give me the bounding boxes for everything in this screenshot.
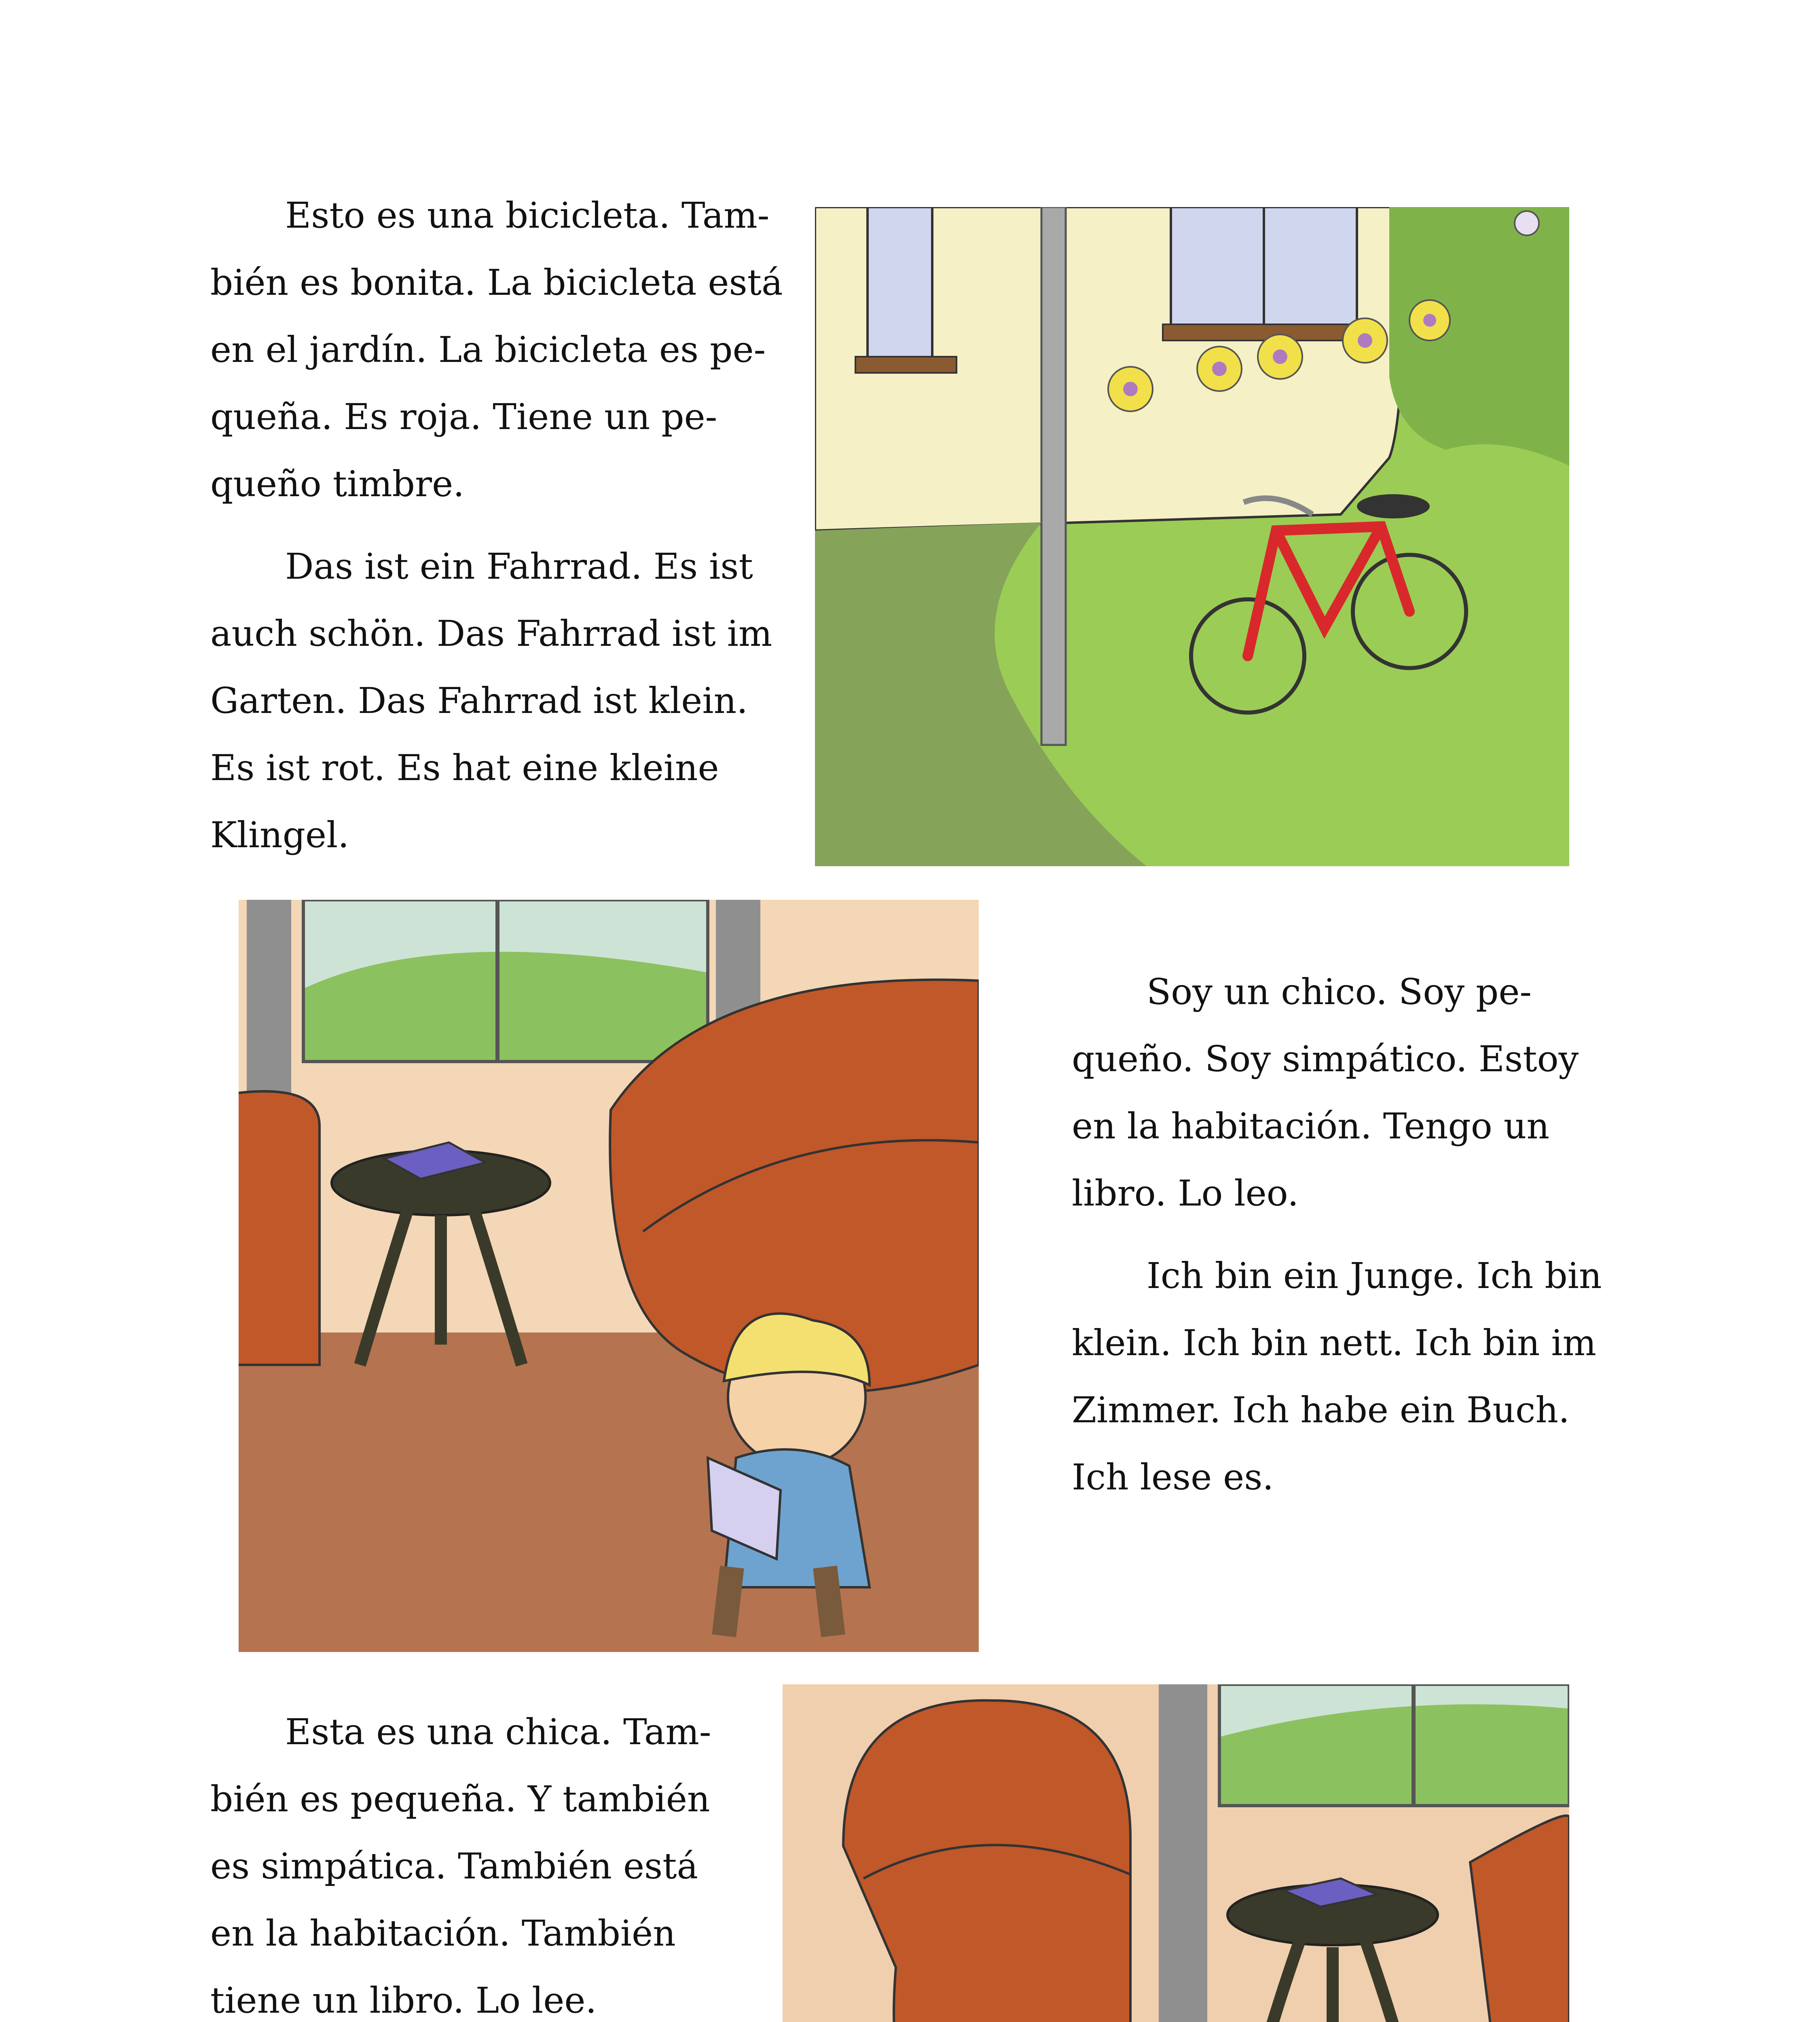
text-line: en la habitación. También: [210, 1912, 676, 1954]
bicycle-garden-illustration: [815, 207, 1569, 866]
text-line: auch schön. Das Fahrrad ist im: [210, 613, 772, 654]
text-line: en el jardín. La bicicleta es pe-: [210, 329, 766, 370]
paragraph-german: [1072, 1242, 1602, 1511]
text-line: libro. Lo leo.: [1072, 1172, 1299, 1214]
text-block-bicycle: [210, 182, 783, 884]
boy-reading-illustration: [239, 900, 979, 1652]
text-line: Das ist ein Fahrrad. Es ist: [285, 546, 753, 587]
text-line: Soy un chico. Soy pe-: [1147, 971, 1532, 1013]
girl-reading-illustration: [783, 1684, 1569, 2022]
text-line: Ich lese es.: [1072, 1456, 1274, 1498]
text-line: klein. Ich bin nett. Ich bin im: [1072, 1322, 1596, 1364]
paragraph-spanish: [210, 182, 783, 518]
text-line: tiene un libro. Lo lee.: [210, 1980, 597, 2021]
paragraph-german: [210, 533, 777, 869]
paragraph-spanish: [1072, 958, 1598, 1227]
paragraph-spanish: [210, 1698, 756, 2022]
text-line: Esto es una bicicleta. Tam-: [285, 195, 770, 236]
text-line: queña. Es roja. Tiene un pe-: [210, 396, 717, 438]
text-block-girl: [210, 1698, 756, 2022]
text-block-boy: [1072, 958, 1602, 1526]
text-line: bién es pequeña. Y también: [210, 1778, 710, 1820]
text-line: es simpática. También está: [210, 1845, 698, 1887]
text-line: en la habitación. Tengo un: [1072, 1105, 1550, 1147]
text-line: Esta es una chica. Tam-: [285, 1711, 711, 1753]
text-line: queño. Soy simpático. Estoy: [1072, 1038, 1579, 1080]
text-line: Zimmer. Ich habe ein Buch.: [1072, 1389, 1570, 1431]
text-line: bién es bonita. La bicicleta está: [210, 262, 783, 303]
text-line: Ich bin ein Junge. Ich bin: [1147, 1255, 1602, 1297]
text-line: Es ist rot. Es hat eine kleine: [210, 747, 719, 789]
text-line: Garten. Das Fahrrad ist klein.: [210, 680, 748, 721]
text-line: Klingel.: [210, 814, 349, 856]
text-line: queño timbre.: [210, 463, 465, 505]
